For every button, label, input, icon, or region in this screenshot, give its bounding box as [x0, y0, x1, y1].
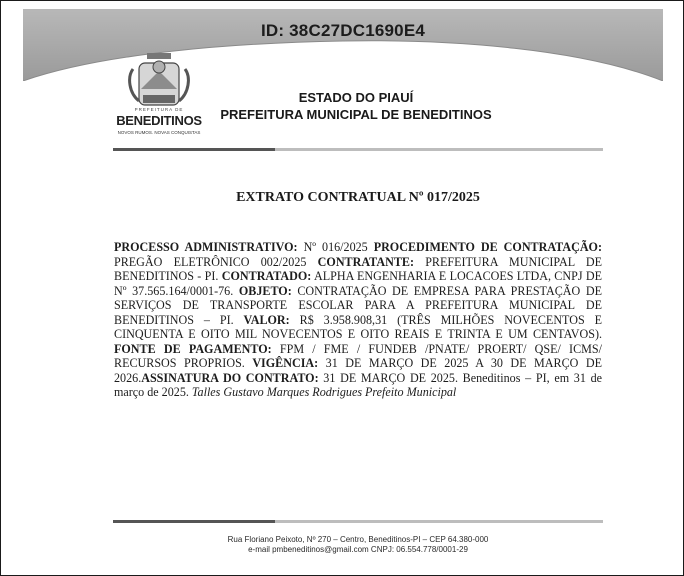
value-assinatura: 31 DE MARÇO DE 2025. Beneditinos – PI, em 31 de março de 2025.: [114, 370, 603, 400]
value-vigencia: 31 DE MARÇO DE 2025 A 30 DE MARÇO DE 2026.: [114, 356, 602, 385]
label-fonte-pagamento: FONTE DE PAGAMENTO:: [114, 341, 272, 356]
logo-slogan: NOVOS RUMOS. NOVAS CONQUISTAS: [117, 130, 201, 135]
label-objeto: OBJETO:: [238, 283, 292, 298]
value-objeto: CONTRATAÇÃO DE EMPRESA PARA PRESTAÇÃO DE SERVIÇOS DE TRANSPORTE ESCOLAR PARA A PREFEITURA MUNICIPAL DE BENEDITINOS – PI.: [114, 283, 602, 327]
value-procedimento: PREGÃO ELETRÔNICO 002/2025: [114, 254, 318, 269]
value-valor: R$ 3.958.908,31 (TRÊS MILHÕES NOVECENTOS E CINQUENTA E OITO MIL NOVECENTOS E OITO REAIS E TRINTA E UM CENTAVOS).: [114, 312, 602, 342]
header-rule-dark: [113, 148, 275, 151]
label-contratado: CONTRATADO:: [221, 269, 312, 284]
document-id: ID: 38C27DC1690E4: [260, 21, 426, 40]
footer-contact: e-mail pmbeneditinos@gmail.com CNPJ: 06.554.778/0001-29: [248, 545, 468, 554]
value-fonte-pagamento: FPM / FME / FUNDEB /PNATE/ PROERT/ QSE/ ICMS/ RECURSOS PROPRIOS.: [114, 341, 602, 371]
footer-rule-light: [275, 520, 603, 523]
signer-name: Talles Gustavo Marques Rodrigues Prefeito Municipal: [191, 385, 457, 400]
value-processo: Nº 016/2025: [297, 240, 374, 254]
coat-of-arms-icon: [109, 49, 209, 109]
municipal-logo: [109, 49, 209, 139]
footer: [111, 535, 605, 555]
logo-top-text: PREFEITURA DE: [134, 107, 184, 112]
label-assinatura: ASSINATURA DO CONTRATO:: [141, 370, 319, 385]
label-procedimento: PROCEDIMENTO DE CONTRATAÇÃO:: [373, 240, 602, 254]
state-name: ESTADO DO PIAUÍ: [298, 90, 414, 105]
label-vigencia: VIGÊNCIA:: [252, 356, 319, 371]
footer-address: Rua Floriano Peixoto, Nº 270 – Centro, Beneditinos-PI – CEP 64.380-000: [227, 535, 489, 544]
header-rule-light: [275, 148, 603, 151]
label-processo: PROCESSO ADMINISTRATIVO:: [114, 240, 298, 254]
logo-name: BENEDITINOS: [116, 113, 202, 128]
value-contratado: ALPHA ENGENHARIA E LOCACOES LTDA, CNPJ DE Nº 37.565.164/0001-76.: [114, 269, 602, 298]
prefeitura-name: PREFEITURA MUNICIPAL DE BENEDITINOS: [220, 107, 492, 122]
government-title: [211, 89, 501, 123]
footer-rule-dark: [113, 520, 275, 523]
label-contratante: CONTRATANTE:: [317, 254, 414, 269]
label-valor: VALOR:: [243, 312, 290, 327]
value-contratante: PREFEITURA MUNICIPAL DE BENEDITINOS - PI.: [114, 254, 602, 284]
contract-body: [114, 240, 602, 400]
extract-title: EXTRATO CONTRATUAL Nº 017/2025: [236, 190, 480, 205]
